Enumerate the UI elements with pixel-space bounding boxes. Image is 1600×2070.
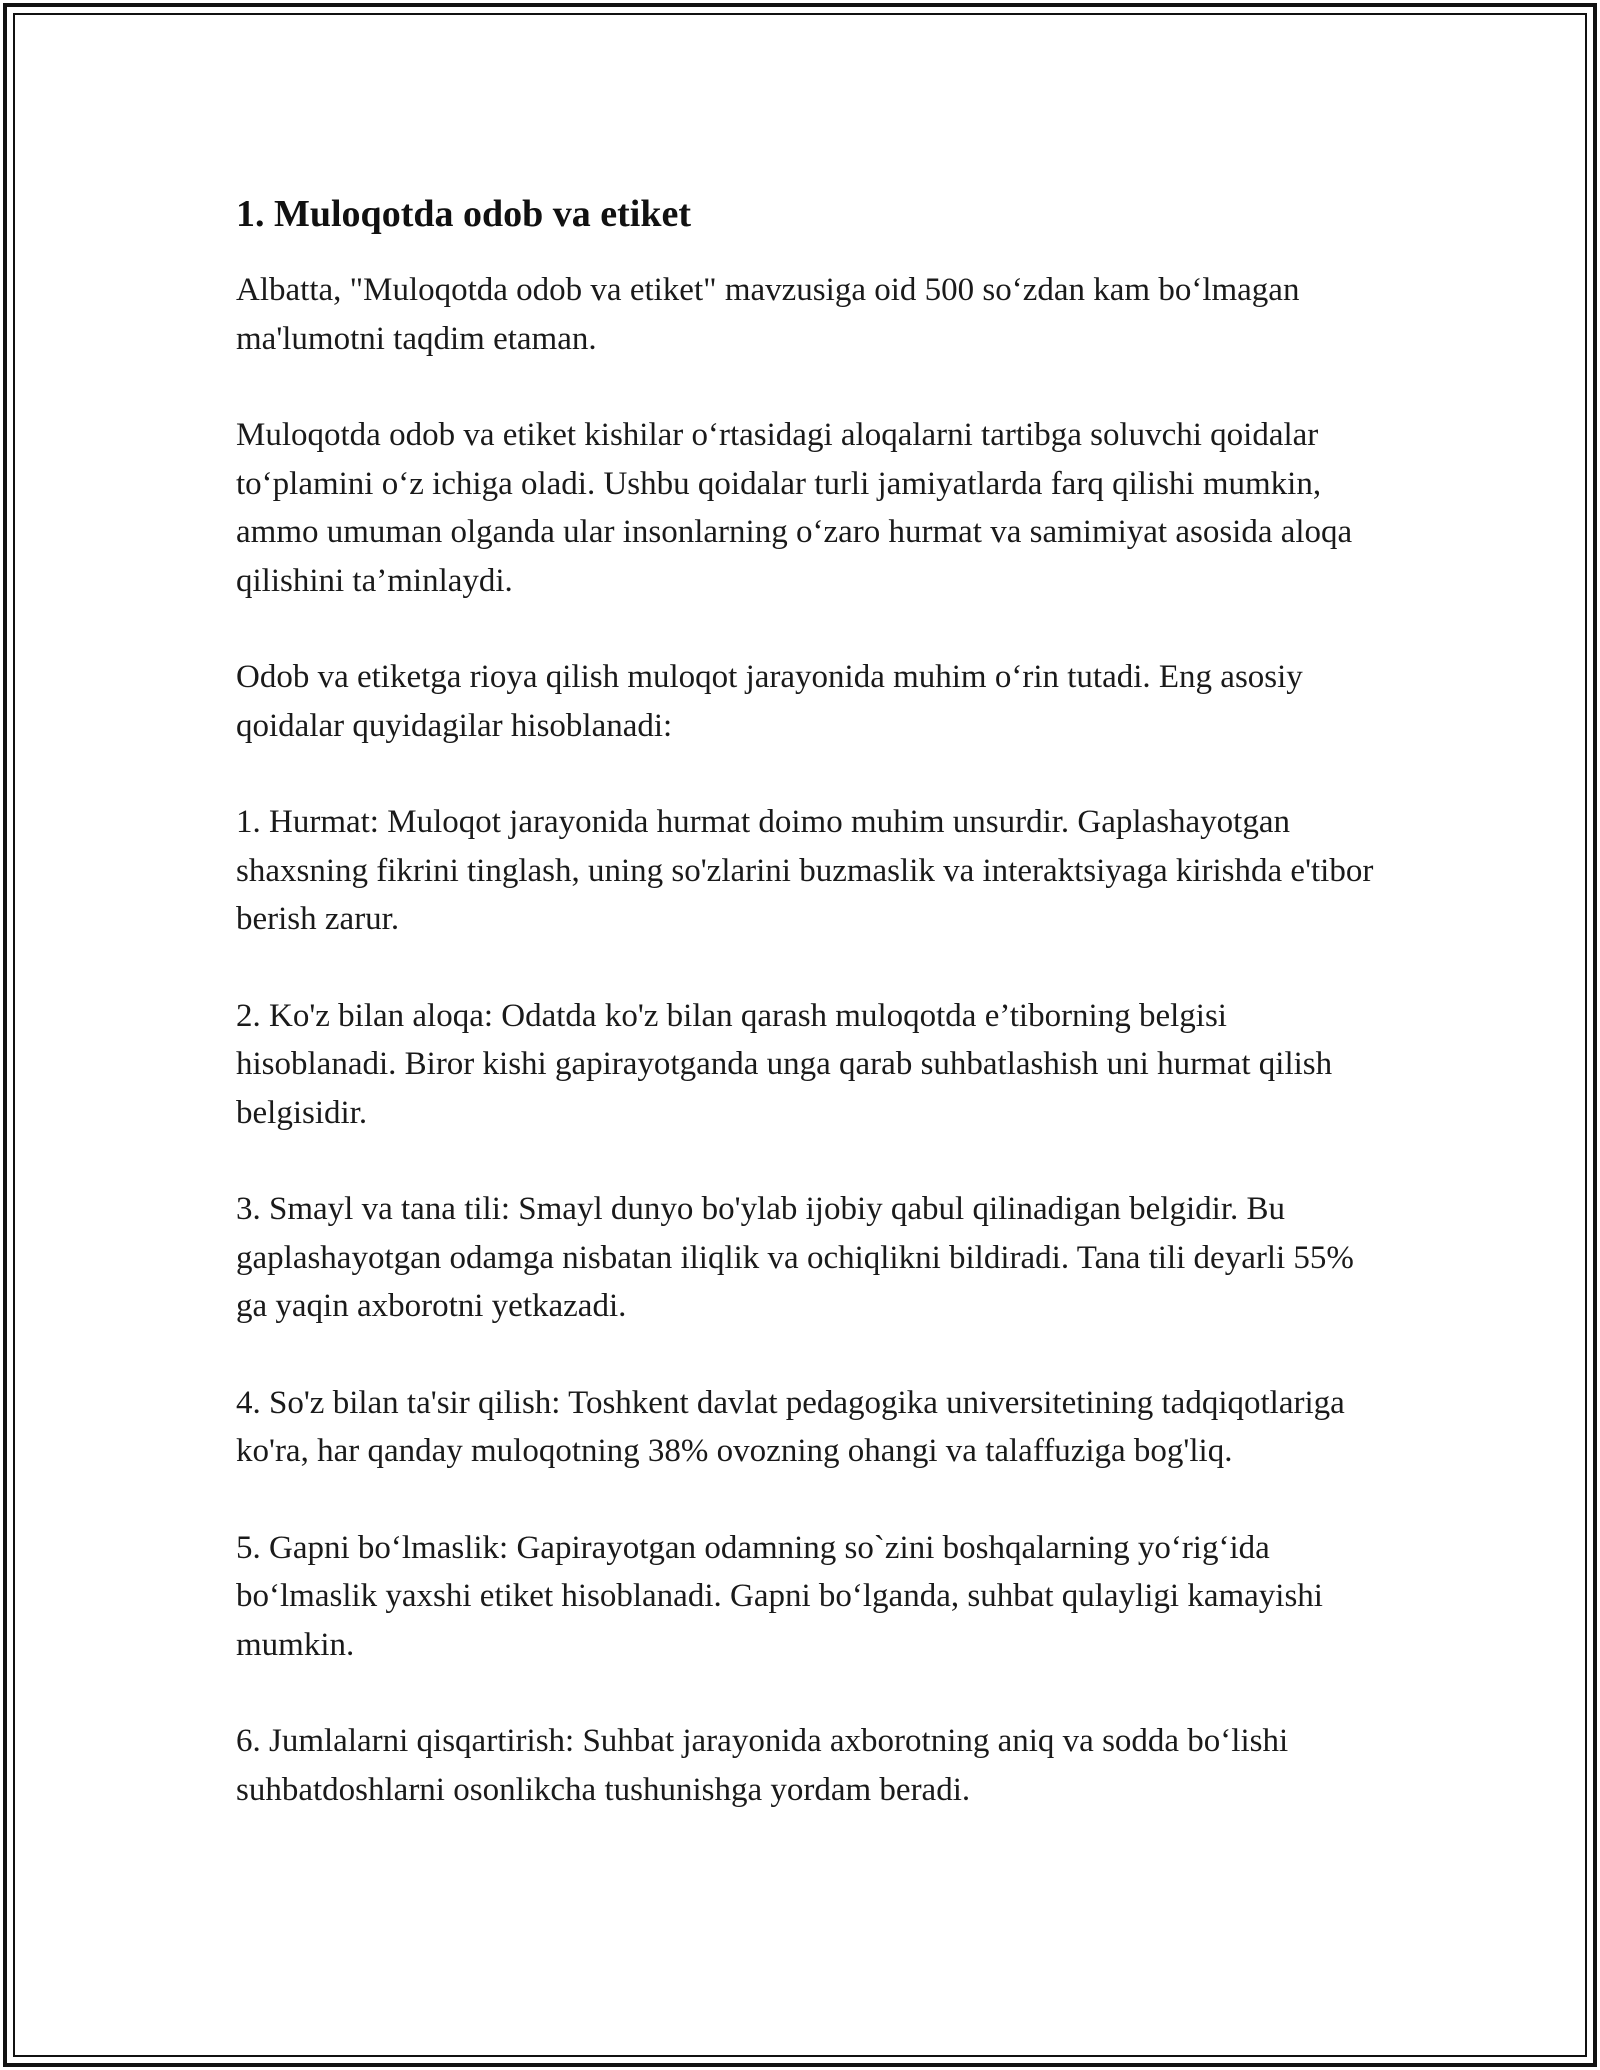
paragraph-rules-intro: Odob va etiketga rioya qilish muloqot jarayonida muhim o‘rin tutadi. Eng asosiy qoidalar quyidagilar hisoblanadi: — [236, 659, 1303, 744]
list-item-smile-body-language: 3. Smayl va tana tili: Smayl dunyo bo'ylab ijobiy qabul qilinadigan belgidir. Bu gaplashayotgan odamga nisbatan iliqlik va ochiqlikni bildiradi. Tana tili deyarli 55% ga yaqin axborotni yetkazadi. — [236, 1191, 1354, 1324]
list-item-verbal-influence: 4. So'z bilan ta'sir qilish: Toshkent davlat pedagogika universitetining tadqiqotlariga ko'ra, har qanday muloqotning 38% ovozning ohangi va talaffuziga bog'liq. — [236, 1384, 1345, 1469]
paragraph-intro: Albatta, "Muloqotda odob va etiket" mavzusiga oid 500 so‘zdan kam bo‘lmagan ma'lumotni taqdim etaman. — [236, 272, 1300, 357]
list-item-eye-contact: 2. Ko'z bilan aloqa: Odatda ko'z bilan qarash muloqotda e’tiborning belgisi hisoblanadi. Biror kishi gapirayotganda unga qarab suhbatlashish uni hurmat qilish belgisidir. — [236, 997, 1333, 1131]
list-item-respect: 1. Hurmat: Muloqot jarayonida hurmat doimo muhim unsurdir. Gaplashayotgan shaxsning fikrini tinglash, uning so'zlarini buzmaslik va interaktsiyaga kirishda e'tibor berish zarur. — [236, 804, 1374, 937]
paragraph-definition: Muloqotda odob va etiket kishilar o‘rtasidagi aloqalarni tartibga soluvchi qoidalar to‘plamini o‘z ichiga oladi. Ushbu qoidalar turli jamiyatlarda farq qilishi mumkin, ammo umuman olganda ular insonlarning o‘zaro hurmat va samimiyat asosida aloqa qilishini ta’minlaydi. — [236, 417, 1353, 599]
list-item-concise-sentences: 6. Jumlalarni qisqartirish: Suhbat jarayonida axborotning aniq va sodda bo‘lishi suhbatdoshlarni osonlikcha tushunishga yordam beradi. — [236, 1723, 1289, 1808]
list-item-no-interrupting: 5. Gapni bo‘lmaslik: Gapirayotgan odamning so`zini boshqalarning yo‘rig‘ida bo‘lmaslik yaxshi etiket hisoblanadi. Gapni bo‘lganda, suhbat qulayligi kamayishi mumkin. — [236, 1529, 1323, 1663]
document-page — [236, 188, 1376, 1862]
document-title: 1. Muloqotda odob va etiket — [236, 193, 691, 235]
